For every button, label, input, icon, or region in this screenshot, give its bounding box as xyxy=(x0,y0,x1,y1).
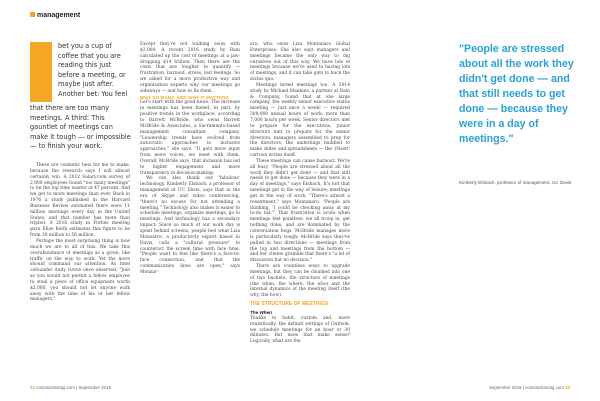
lede-block xyxy=(30,42,130,160)
col1-paragraph: These are cosmetic bets for me to make, because the research says I will almost certainly win. A 2012 Salary.com survey of 2,000 employees found "too many meetings" to be the top time waster at 47 percent. And we get to more meetings than ever. Back in 1976 a study published in the Harvard Business Review estimated there were 11 million meetings every day in the United States, and that number has more than tripled. A 2016 study in Forbes meeting guru Elise Keith estimates this figure to be from 36 million to 56 million. xyxy=(30,163,130,239)
page-number-right: 33 xyxy=(565,385,570,390)
col1-paragraph: Perhaps the most surprising thing is how much we are to all of this. We take this overabundance of meetings as a given, like traffic on the way to work. Yet the more should command our attention. As Intel cofounder Andy Grove once observed, "Just as you would not permit a fellow employee to steal a piece of office equipment worth $2,000, you should not let anyone walk away with the time of his or her fellow managers." xyxy=(30,238,130,303)
col2-paragraph: Except they're not walking away with $2,000. A recent 2016 study by Bain calculated up the cost of meetings at a jaw-dropping $14 trillion. Then there are the costs that are tougher to quantify — frustration, burnout, stress, lost feelings. So we asked for a more productive way and organization experts why our meetings go sideways — and how to fix them. xyxy=(140,42,240,94)
col3-paragraph: There are countless ways to upgrade meetings, but they can be chunked into one of two buckets: the structure of meetings (the when, the where, the who) and the internal dynamics of the meeting itself (the why, the how). xyxy=(250,264,350,299)
subhead-structure: THE STRUCTURE OF MEETINGS xyxy=(250,301,329,308)
section-label: management xyxy=(37,12,81,19)
section-square-icon xyxy=(30,12,35,17)
drop-cap xyxy=(30,42,52,102)
column-3 xyxy=(250,42,350,345)
subhead-why-so-many: WHY SO MANY, AND WHY IT MATTERS xyxy=(140,94,229,100)
column-1 xyxy=(30,163,130,303)
col3-paragraph: Thanks to habit, custom and, more realistically, the default settings of Outlook, we schedule meetings for an hour or 30 minutes. But does that make sense? Logically, what are the xyxy=(250,315,350,345)
col3-paragraph: These meetings can cause burnout. We're all busy. "People are stressed about all the work they didn't get done — and that still needs to get done — because they were in a day of meetings," says Elsbach. It's not that meetings get in the way of leisure; meetings get in the way of work. "There's almost a resentment," says Montanaro. "People are thinking, 'I could be checking away at my to-do list.'" That frustration is acute when meetings feel pointless; we all troop in, get nothing done, and are dominated by the conversation hogs. McBride manages more is particularly tough; McBride says they've pulled in two directions — meetings from the top and meetings from the bottom — and her clients grumble that there's "a lot of discussion but no decision." xyxy=(250,158,350,264)
quote-attribution: Kimberly Elsbach, professor of management, UC Davis xyxy=(459,180,572,185)
column-2 xyxy=(140,42,240,276)
col3-paragraph: Meetings breed meetings too. A 2014 study by Michael Mankins, a partner at Bain & Company, found that at one large company, the weekly senior executive status meeting — just once a week! — required 300,000 annual hours of work: more than 7,000 hours per week. Senior directors met to prepare for the executives, junior directors met to prepare for the senior directors, managers assembled to prep for the directors, the underlings huddled to make slides and spreadsheets — the 'iNsert' cartoon writes itself. xyxy=(250,82,350,159)
minihead-the-when: The When xyxy=(250,309,272,315)
col2-paragraph: Let's start with the good news: The increase in meetings has been fueled, in part, by positive trends in the workplace, according to Barrett McBride, who owns Barrett McBride & Associates, a Sacramento-based management consultant company. "Leadership trends have evolved from autocratic approaches to inclusive approaches," she says. "It gets more input from more voices, we meet with them. Overall, McBride says, that inclusion has led to higher engagement and more transparency in decision-making. xyxy=(140,100,240,176)
footer-left xyxy=(30,385,111,390)
lede-text-b: that there are too many meetings. A third: This gauntlet of meetings can make it tough — or impossible — to finish your work. xyxy=(30,104,131,151)
footer-left-text: comstocksmag.com | September 2019 xyxy=(36,385,111,390)
pull-quote: "People are stressed about all the work they didn't get done — and that still needs to get done — because they were in a day of meetings." xyxy=(459,43,574,145)
footer-right xyxy=(489,385,570,390)
col3-paragraph: aro, who owns Lisa Montanaro Global Enterprises. She also says managers and meetings became the only way to dig ourselves out of this way. We have lots of meetings because we're used to having lots of meetings, and it can take guts to buck the status quo. xyxy=(250,42,350,83)
lede-text-a: bet you a cup of coffee that you are reading this just before a meeting, or maybe just after. Another bet: You feel xyxy=(58,42,128,98)
footer-right-text: September 2019 | comstocksmag.com xyxy=(489,385,564,390)
section-tag xyxy=(30,12,80,19)
col2-paragraph: We can also thank our 'fabulous' technology. Kimberly Elsbach, a professor of management at UC Davis, says that in the era of Skype and video conferencing, "there's no excuse for not attending a meeting." Technology also makes it easier to schedule meetings, organize meetings, go to meetings. And technology has a secondary impact: Since so much of our work day is spent behind screens, people feel what Lisa Monzarre, a productivity expert based in Davis, calls a "cultural pressure" to counteract the screen time with face time. "People want to feel like there's a face-to-face connection, and that the communication lines are open," says Monzar- xyxy=(140,176,240,275)
page-number-left: 32 xyxy=(30,385,35,390)
